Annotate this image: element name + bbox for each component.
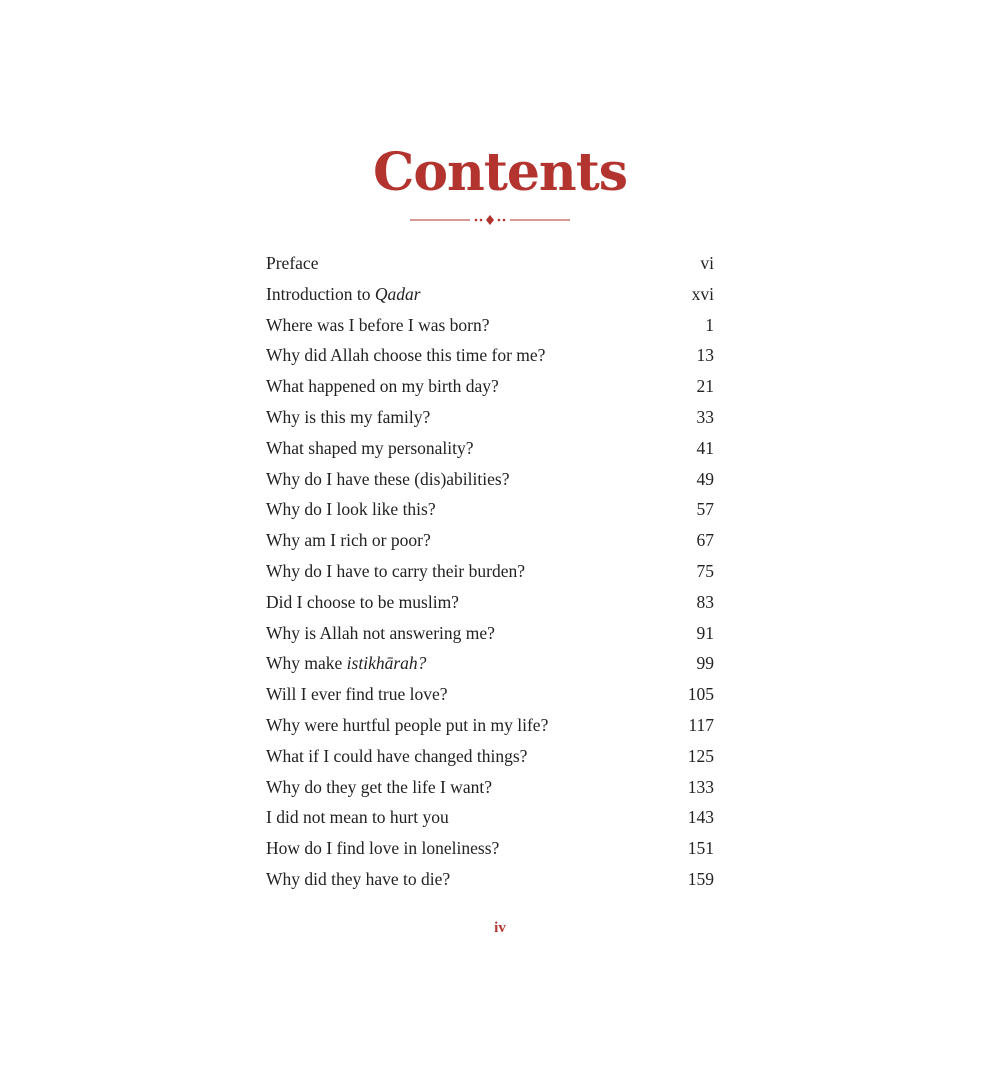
toc-entry-title bbox=[266, 433, 474, 464]
toc-entry bbox=[266, 494, 714, 525]
toc-entry-page-number: 1 bbox=[705, 314, 714, 335]
toc-entry-title-text: I did not mean to hurt you bbox=[266, 807, 449, 828]
toc-entry-page-number: 49 bbox=[696, 468, 714, 489]
toc-entry-title bbox=[266, 802, 449, 833]
toc-entry-title-text: Why is this my family? bbox=[266, 406, 431, 427]
toc-entry-title-text: How do I find love in loneliness? bbox=[266, 838, 500, 859]
toc-entry bbox=[266, 310, 714, 341]
toc-entry-title bbox=[266, 864, 450, 895]
toc-entry-page-number: 151 bbox=[687, 838, 714, 859]
toc-entry bbox=[266, 679, 714, 710]
toc-entry bbox=[266, 772, 714, 803]
toc-entry-title-text: What shaped my personality? bbox=[266, 437, 474, 458]
toc-entry-title bbox=[266, 679, 448, 710]
toc-entry-page-number: 143 bbox=[687, 807, 714, 828]
toc-entry-title-text: Where was I before I was born? bbox=[266, 314, 490, 335]
toc-entry-title-text: Why make bbox=[266, 653, 347, 674]
toc-entry-title-text: Introduction to bbox=[266, 283, 375, 304]
toc-entry-title-text: Why is Allah not answering me? bbox=[266, 622, 495, 643]
toc-entry-page-number: 75 bbox=[696, 560, 714, 581]
toc-entry-title-text: What if I could have changed things? bbox=[266, 745, 528, 766]
toc-entry-title bbox=[266, 279, 421, 310]
toc-entry-title bbox=[266, 371, 499, 402]
table-of-contents bbox=[266, 248, 714, 895]
toc-entry-title-italic: Qadar bbox=[374, 283, 421, 304]
toc-entry-page-number: 159 bbox=[687, 868, 714, 889]
toc-entry-title-text: Why do they get the life I want? bbox=[266, 776, 492, 797]
toc-entry bbox=[266, 464, 714, 495]
toc-entry bbox=[266, 433, 714, 464]
toc-entry-title-text: Why did Allah choose this time for me? bbox=[266, 345, 546, 366]
toc-entry bbox=[266, 402, 714, 433]
toc-entry bbox=[266, 618, 714, 649]
toc-entry-title-text: What happened on my birth day? bbox=[266, 376, 499, 397]
toc-entry-title-text: Why were hurtful people put in my life? bbox=[266, 714, 549, 735]
toc-entry-title-text: Did I choose to be muslim? bbox=[266, 591, 459, 612]
toc-entry-page-number: 21 bbox=[696, 376, 714, 397]
toc-entry-page-number: 57 bbox=[696, 499, 714, 520]
toc-entry-title bbox=[266, 402, 430, 433]
toc-entry-title-text: Why do I look like this? bbox=[266, 499, 436, 520]
toc-entry bbox=[266, 648, 714, 679]
toc-entry bbox=[266, 833, 714, 864]
toc-entry-page-number: 125 bbox=[687, 745, 714, 766]
toc-entry-page-number: 91 bbox=[696, 622, 714, 643]
toc-entry-page-number: 67 bbox=[696, 530, 714, 551]
toc-entry-page-number: 99 bbox=[696, 653, 714, 674]
toc-entry-title bbox=[266, 525, 431, 556]
toc-entry-title bbox=[266, 310, 490, 341]
toc-entry-title bbox=[266, 248, 318, 279]
toc-entry bbox=[266, 340, 714, 371]
toc-entry-title bbox=[266, 710, 548, 741]
toc-entry-title-text: Why am I rich or poor? bbox=[266, 530, 431, 551]
toc-entry-title-text: Will I ever find true love? bbox=[266, 684, 448, 705]
toc-entry-title bbox=[266, 772, 492, 803]
toc-entry-page-number: 41 bbox=[696, 437, 714, 458]
toc-entry bbox=[266, 741, 714, 772]
toc-entry-title bbox=[266, 648, 426, 679]
toc-entry bbox=[266, 556, 714, 587]
toc-entry bbox=[266, 587, 714, 618]
toc-entry bbox=[266, 864, 714, 895]
toc-entry-title-text: Why do I have to carry their burden? bbox=[266, 560, 525, 581]
toc-entry-page-number: 33 bbox=[696, 406, 714, 427]
toc-entry-page-number: 117 bbox=[688, 714, 714, 735]
toc-entry-title bbox=[266, 340, 545, 371]
toc-entry-title bbox=[266, 741, 527, 772]
toc-entry-title bbox=[266, 833, 499, 864]
toc-entry bbox=[266, 248, 714, 279]
toc-entry-title bbox=[266, 556, 525, 587]
toc-entry-title bbox=[266, 464, 509, 495]
toc-entry-title-text: Why did they have to die? bbox=[266, 868, 451, 889]
toc-entry-title bbox=[266, 618, 495, 649]
page-number-folio: iv bbox=[494, 920, 506, 936]
toc-entry-page-number: 105 bbox=[687, 684, 714, 705]
toc-entry bbox=[266, 279, 714, 310]
toc-entry bbox=[266, 802, 714, 833]
toc-entry-title bbox=[266, 587, 459, 618]
toc-entry bbox=[266, 710, 714, 741]
toc-entry-title-text: Preface bbox=[266, 253, 319, 273]
toc-entry-title bbox=[266, 494, 436, 525]
toc-entry bbox=[266, 525, 714, 556]
toc-entry bbox=[266, 371, 714, 402]
ornament-divider-icon bbox=[408, 211, 572, 229]
toc-entry-title-text: Why do I have these (dis)abilities? bbox=[266, 468, 510, 489]
toc-entry-page-number: 133 bbox=[687, 776, 714, 797]
page-title: Contents bbox=[372, 142, 628, 203]
toc-entry-page-number: 13 bbox=[696, 345, 714, 366]
toc-entry-page-number: 83 bbox=[696, 591, 714, 612]
toc-entry-page-number: xvi bbox=[691, 283, 714, 304]
toc-entry-title-italic: istikhārah? bbox=[346, 653, 427, 674]
toc-entry-page-number: vi bbox=[700, 253, 714, 273]
